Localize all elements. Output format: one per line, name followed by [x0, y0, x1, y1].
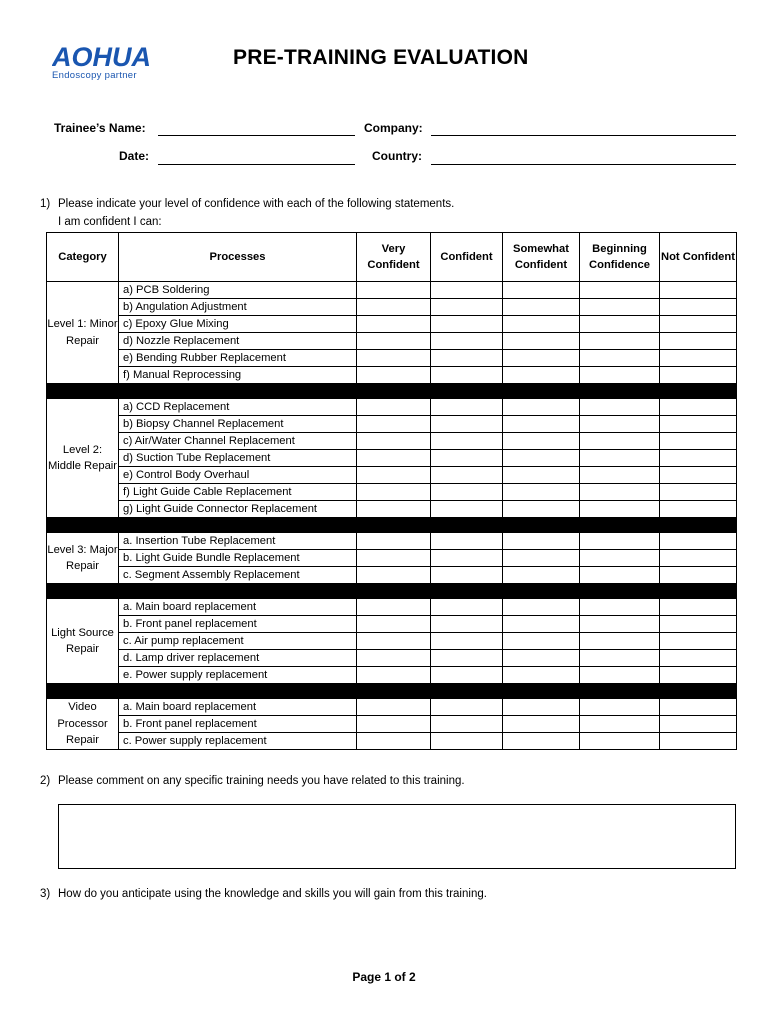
process-cell: b) Biopsy Channel Replacement	[119, 416, 357, 433]
rating-cell-somewhat-confident[interactable]	[503, 716, 580, 733]
table-row	[47, 333, 737, 350]
rating-cell-beginning-confidence[interactable]	[580, 533, 660, 550]
rating-cell-not-confident[interactable]	[660, 416, 737, 433]
trainee-name-label: Trainee’s Name:	[54, 121, 146, 135]
header-confident: Confident	[431, 233, 503, 282]
category-cell: Level 1: Minor Repair	[47, 282, 119, 384]
process-cell: b. Front panel replacement	[119, 716, 357, 733]
rating-cell-confident[interactable]	[431, 299, 503, 316]
rating-cell-confident[interactable]	[431, 599, 503, 616]
rating-cell-very-confident[interactable]	[357, 450, 431, 467]
process-cell: e) Bending Rubber Replacement	[119, 350, 357, 367]
rating-cell-very-confident[interactable]	[357, 501, 431, 518]
rating-cell-not-confident[interactable]	[660, 333, 737, 350]
company-field[interactable]	[431, 135, 736, 136]
rating-cell-not-confident[interactable]	[660, 733, 737, 750]
date-label: Date:	[119, 149, 150, 163]
rating-cell-beginning-confidence[interactable]	[580, 316, 660, 333]
rating-cell-beginning-confidence[interactable]	[580, 650, 660, 667]
rating-cell-confident[interactable]	[431, 350, 503, 367]
rating-cell-very-confident[interactable]	[357, 567, 431, 584]
rating-cell-very-confident[interactable]	[357, 416, 431, 433]
process-cell: b) Angulation Adjustment	[119, 299, 357, 316]
separator-bar	[47, 584, 737, 599]
rating-cell-somewhat-confident[interactable]	[503, 633, 580, 650]
process-cell: c. Segment Assembly Replacement	[119, 567, 357, 584]
process-cell: e) Control Body Overhaul	[119, 467, 357, 484]
table-header-row	[47, 233, 737, 282]
header-beginning-confidence: Beginning Confidence	[580, 233, 660, 282]
process-cell: c) Air/Water Channel Replacement	[119, 433, 357, 450]
question-3-text: How do you anticipate using the knowledge and skills you will gain from this training.	[58, 888, 487, 900]
rating-cell-somewhat-confident[interactable]	[503, 550, 580, 567]
category-cell: Level 2: Middle Repair	[47, 399, 119, 518]
question-2-number: 2)	[40, 775, 51, 787]
rating-cell-beginning-confidence[interactable]	[580, 716, 660, 733]
process-cell: b. Front panel replacement	[119, 616, 357, 633]
rating-cell-not-confident[interactable]	[660, 484, 737, 501]
rating-cell-somewhat-confident[interactable]	[503, 733, 580, 750]
rating-cell-somewhat-confident[interactable]	[503, 616, 580, 633]
process-cell: c) Epoxy Glue Mixing	[119, 316, 357, 333]
table-row	[47, 667, 737, 684]
rating-cell-somewhat-confident[interactable]	[503, 299, 580, 316]
process-cell: e. Power supply replacement	[119, 667, 357, 684]
process-cell: a) CCD Replacement	[119, 399, 357, 416]
rating-cell-confident[interactable]	[431, 416, 503, 433]
rating-cell-very-confident[interactable]	[357, 667, 431, 684]
process-cell: d) Suction Tube Replacement	[119, 450, 357, 467]
rating-cell-not-confident[interactable]	[660, 599, 737, 616]
rating-cell-beginning-confidence[interactable]	[580, 616, 660, 633]
rating-cell-not-confident[interactable]	[660, 467, 737, 484]
date-field[interactable]	[158, 164, 355, 165]
rating-cell-not-confident[interactable]	[660, 667, 737, 684]
rating-cell-very-confident[interactable]	[357, 399, 431, 416]
rating-cell-somewhat-confident[interactable]	[503, 667, 580, 684]
page-number: Page 1 of 2	[352, 970, 416, 984]
rating-cell-very-confident[interactable]	[357, 333, 431, 350]
process-cell: a. Main board replacement	[119, 599, 357, 616]
section-separator	[47, 518, 737, 533]
rating-cell-confident[interactable]	[431, 650, 503, 667]
section-separator	[47, 584, 737, 599]
rating-cell-not-confident[interactable]	[660, 316, 737, 333]
rating-cell-beginning-confidence[interactable]	[580, 484, 660, 501]
table-row	[47, 550, 737, 567]
rating-cell-not-confident[interactable]	[660, 350, 737, 367]
rating-cell-very-confident[interactable]	[357, 616, 431, 633]
rating-cell-not-confident[interactable]	[660, 699, 737, 716]
table-row	[47, 501, 737, 518]
section-separator	[47, 684, 737, 699]
table-row	[47, 716, 737, 733]
process-cell: b. Light Guide Bundle Replacement	[119, 550, 357, 567]
company-label: Company:	[364, 121, 423, 135]
question-3-number: 3)	[40, 888, 51, 900]
rating-cell-somewhat-confident[interactable]	[503, 533, 580, 550]
rating-cell-confident[interactable]	[431, 399, 503, 416]
rating-cell-not-confident[interactable]	[660, 616, 737, 633]
rating-cell-very-confident[interactable]	[357, 533, 431, 550]
process-cell: f) Manual Reprocessing	[119, 367, 357, 384]
rating-cell-confident[interactable]	[431, 667, 503, 684]
rating-cell-very-confident[interactable]	[357, 733, 431, 750]
rating-cell-somewhat-confident[interactable]	[503, 567, 580, 584]
rating-cell-very-confident[interactable]	[357, 699, 431, 716]
header-somewhat-confident: Somewhat Confident	[503, 233, 580, 282]
logo-tagline: Endoscopy partner	[52, 70, 137, 81]
question-1-text: Please indicate your level of confidence with each of the following statements.	[58, 198, 455, 210]
rating-cell-very-confident[interactable]	[357, 367, 431, 384]
rating-cell-very-confident[interactable]	[357, 484, 431, 501]
question-1-subtext: I am confident I can:	[58, 216, 162, 228]
confidence-table	[46, 232, 737, 750]
category-cell: Light Source Repair	[47, 599, 119, 684]
table-row	[47, 316, 737, 333]
table-body	[47, 282, 737, 750]
rating-cell-very-confident[interactable]	[357, 282, 431, 299]
rating-cell-confident[interactable]	[431, 316, 503, 333]
process-cell: d. Lamp driver replacement	[119, 650, 357, 667]
rating-cell-beginning-confidence[interactable]	[580, 567, 660, 584]
rating-cell-not-confident[interactable]	[660, 450, 737, 467]
rating-cell-confident[interactable]	[431, 550, 503, 567]
rating-cell-beginning-confidence[interactable]	[580, 699, 660, 716]
table-row	[47, 484, 737, 501]
rating-cell-very-confident[interactable]	[357, 716, 431, 733]
rating-cell-somewhat-confident[interactable]	[503, 599, 580, 616]
rating-cell-confident[interactable]	[431, 450, 503, 467]
rating-cell-confident[interactable]	[431, 616, 503, 633]
rating-cell-somewhat-confident[interactable]	[503, 399, 580, 416]
table-row	[47, 282, 737, 299]
rating-cell-somewhat-confident[interactable]	[503, 416, 580, 433]
table-row	[47, 450, 737, 467]
question-3	[40, 888, 487, 900]
rating-cell-beginning-confidence[interactable]	[580, 633, 660, 650]
rating-cell-somewhat-confident[interactable]	[503, 433, 580, 450]
rating-cell-very-confident[interactable]	[357, 599, 431, 616]
process-cell: a. Main board replacement	[119, 699, 357, 716]
rating-cell-not-confident[interactable]	[660, 716, 737, 733]
rating-cell-very-confident[interactable]	[357, 350, 431, 367]
rating-cell-not-confident[interactable]	[660, 433, 737, 450]
page-title: PRE-TRAINING EVALUATION	[233, 46, 529, 69]
section-separator	[47, 384, 737, 399]
rating-cell-somewhat-confident[interactable]	[503, 350, 580, 367]
category-cell: Video Processor Repair	[47, 699, 119, 750]
rating-cell-confident[interactable]	[431, 367, 503, 384]
rating-cell-not-confident[interactable]	[660, 399, 737, 416]
rating-cell-somewhat-confident[interactable]	[503, 501, 580, 518]
rating-cell-beginning-confidence[interactable]	[580, 599, 660, 616]
header-category: Category	[47, 233, 119, 282]
rating-cell-confident[interactable]	[431, 433, 503, 450]
rating-cell-not-confident[interactable]	[660, 650, 737, 667]
rating-cell-very-confident[interactable]	[357, 467, 431, 484]
rating-cell-beginning-confidence[interactable]	[580, 550, 660, 567]
rating-cell-very-confident[interactable]	[357, 316, 431, 333]
rating-cell-beginning-confidence[interactable]	[580, 282, 660, 299]
question-1-number: 1)	[40, 198, 51, 210]
process-cell: g) Light Guide Connector Replacement	[119, 501, 357, 518]
rating-cell-not-confident[interactable]	[660, 501, 737, 518]
rating-cell-not-confident[interactable]	[660, 367, 737, 384]
company-logo	[52, 42, 177, 84]
rating-cell-beginning-confidence[interactable]	[580, 467, 660, 484]
table-row	[47, 567, 737, 584]
rating-cell-confident[interactable]	[431, 716, 503, 733]
table-row	[47, 650, 737, 667]
header-processes: Processes	[119, 233, 357, 282]
rating-cell-beginning-confidence[interactable]	[580, 399, 660, 416]
process-cell: f) Light Guide Cable Replacement	[119, 484, 357, 501]
country-field[interactable]	[431, 164, 736, 165]
rating-cell-confident[interactable]	[431, 733, 503, 750]
table-row	[47, 467, 737, 484]
table-row	[47, 633, 737, 650]
rating-cell-somewhat-confident[interactable]	[503, 316, 580, 333]
process-cell: a. Insertion Tube Replacement	[119, 533, 357, 550]
table-row	[47, 416, 737, 433]
rating-cell-not-confident[interactable]	[660, 533, 737, 550]
rating-cell-beginning-confidence[interactable]	[580, 333, 660, 350]
question-1	[40, 198, 454, 210]
rating-cell-beginning-confidence[interactable]	[580, 733, 660, 750]
separator-bar	[47, 684, 737, 699]
table-row	[47, 699, 737, 716]
rating-cell-somewhat-confident[interactable]	[503, 650, 580, 667]
rating-cell-confident[interactable]	[431, 333, 503, 350]
table-row	[47, 350, 737, 367]
rating-cell-beginning-confidence[interactable]	[580, 350, 660, 367]
rating-cell-beginning-confidence[interactable]	[580, 433, 660, 450]
rating-cell-confident[interactable]	[431, 533, 503, 550]
table-row	[47, 533, 737, 550]
logo-text: AOHUA	[52, 42, 151, 70]
rating-cell-somewhat-confident[interactable]	[503, 282, 580, 299]
rating-cell-somewhat-confident[interactable]	[503, 699, 580, 716]
rating-cell-somewhat-confident[interactable]	[503, 333, 580, 350]
process-cell: d) Nozzle Replacement	[119, 333, 357, 350]
table-row	[47, 299, 737, 316]
rating-cell-somewhat-confident[interactable]	[503, 450, 580, 467]
rating-cell-beginning-confidence[interactable]	[580, 416, 660, 433]
table-row	[47, 599, 737, 616]
rating-cell-confident[interactable]	[431, 567, 503, 584]
rating-cell-not-confident[interactable]	[660, 550, 737, 567]
separator-bar	[47, 384, 737, 399]
rating-cell-beginning-confidence[interactable]	[580, 501, 660, 518]
trainee-name-field[interactable]	[158, 135, 355, 136]
process-cell: c. Power supply replacement	[119, 733, 357, 750]
process-cell: a) PCB Soldering	[119, 282, 357, 299]
table-row	[47, 367, 737, 384]
process-cell: c. Air pump replacement	[119, 633, 357, 650]
country-label: Country:	[372, 149, 422, 163]
rating-cell-somewhat-confident[interactable]	[503, 367, 580, 384]
rating-cell-very-confident[interactable]	[357, 433, 431, 450]
table-row	[47, 733, 737, 750]
table-row	[47, 616, 737, 633]
rating-cell-confident[interactable]	[431, 699, 503, 716]
rating-cell-very-confident[interactable]	[357, 550, 431, 567]
rating-cell-somewhat-confident[interactable]	[503, 467, 580, 484]
header-very-confident: Very Confident	[357, 233, 431, 282]
rating-cell-beginning-confidence[interactable]	[580, 299, 660, 316]
rating-cell-confident[interactable]	[431, 467, 503, 484]
logo-wordmark	[52, 42, 177, 70]
rating-cell-confident[interactable]	[431, 484, 503, 501]
table-row	[47, 433, 737, 450]
rating-cell-not-confident[interactable]	[660, 633, 737, 650]
rating-cell-not-confident[interactable]	[660, 567, 737, 584]
separator-bar	[47, 518, 737, 533]
rating-cell-very-confident[interactable]	[357, 299, 431, 316]
rating-cell-somewhat-confident[interactable]	[503, 484, 580, 501]
category-cell: Level 3: Major Repair	[47, 533, 119, 584]
rating-cell-not-confident[interactable]	[660, 299, 737, 316]
header-not-confident: Not Confident	[660, 233, 737, 282]
rating-cell-very-confident[interactable]	[357, 650, 431, 667]
rating-cell-confident[interactable]	[431, 633, 503, 650]
rating-cell-confident[interactable]	[431, 501, 503, 518]
question-2-text: Please comment on any specific training needs you have related to this training.	[58, 775, 465, 787]
rating-cell-beginning-confidence[interactable]	[580, 667, 660, 684]
rating-cell-beginning-confidence[interactable]	[580, 450, 660, 467]
rating-cell-not-confident[interactable]	[660, 282, 737, 299]
table-row	[47, 399, 737, 416]
rating-cell-very-confident[interactable]	[357, 633, 431, 650]
rating-cell-confident[interactable]	[431, 282, 503, 299]
rating-cell-beginning-confidence[interactable]	[580, 367, 660, 384]
question-2	[40, 775, 465, 787]
comment-textbox[interactable]	[58, 804, 736, 869]
